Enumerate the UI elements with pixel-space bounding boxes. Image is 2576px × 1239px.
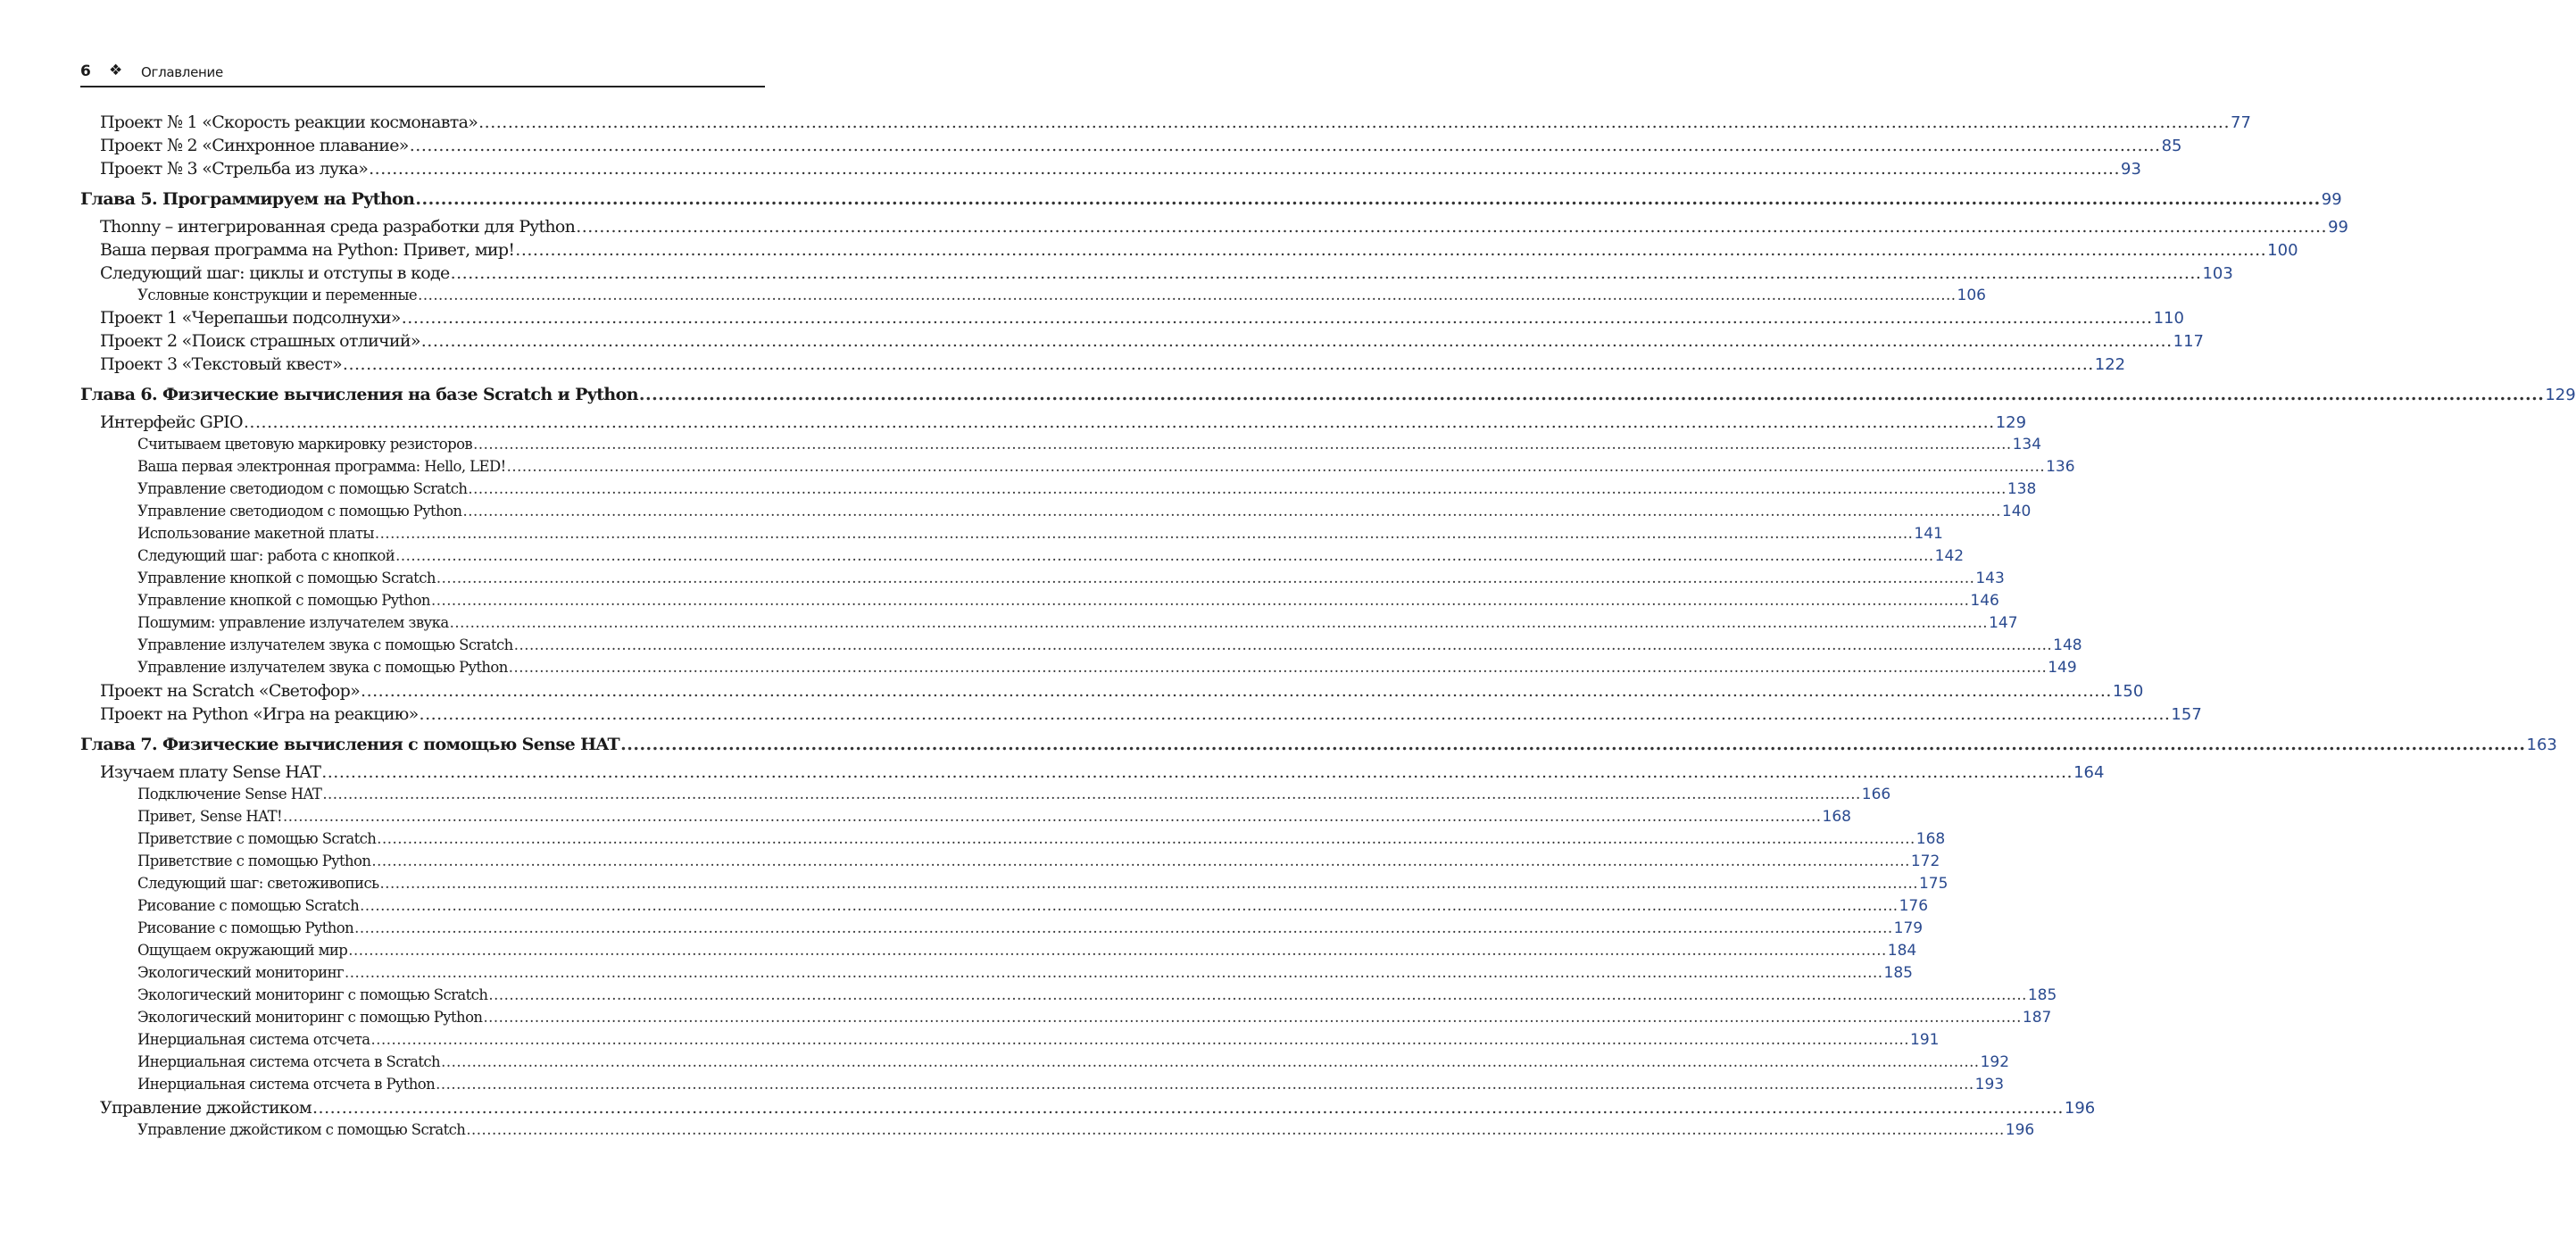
dot-leader: ............................................................................................................................................................................................................................................................................................................ (395, 547, 1934, 564)
entry-title: Проект 1 «Черепашьи подсолнухи» (100, 308, 401, 328)
section-entry[interactable] (100, 159, 2141, 179)
page-number: 6 (80, 62, 91, 80)
entry-title: Следующий шаг: работа с кнопкой (137, 547, 395, 564)
entry-title: Управление джойстиком с помощью Scratch (137, 1121, 466, 1138)
entry-title: Проект 2 «Поиск страшных отличий» (100, 331, 420, 351)
dot-leader: ............................................................................................................................................................................................................................................................................................................ (473, 436, 2012, 453)
dot-leader: ............................................................................................................................................................................................................................................................................................................ (369, 159, 2121, 179)
chapter-entry[interactable] (80, 189, 2342, 209)
dot-leader: ............................................................................................................................................................................................................................................................................................................ (508, 659, 2048, 676)
entry-page-number: 192 (1980, 1053, 2010, 1071)
entry-page-number: 99 (2328, 218, 2348, 237)
dot-leader: ............................................................................................................................................................................................................................................................................................................ (450, 263, 2202, 283)
entry-title: Экологический мониторинг (137, 964, 345, 981)
dot-leader: ............................................................................................................................................................................................................................................................................................................ (379, 875, 1918, 892)
entry-page-number: 149 (2048, 659, 2077, 677)
subsection-entry[interactable] (137, 458, 2075, 476)
entry-page-number: 142 (1934, 547, 1965, 565)
subsection-entry[interactable] (137, 852, 1940, 870)
entry-title: Проект на Python «Игра на реакцию» (100, 704, 419, 724)
dot-leader: ............................................................................................................................................................................................................................................................................................................ (321, 762, 2073, 782)
entry-title: Привет, Sense HAT! (137, 808, 283, 825)
subsection-entry[interactable] (137, 570, 2005, 587)
entry-title: Управление излучателем звука с помощью Scratch (137, 636, 513, 653)
entry-title: Проект № 3 «Стрельба из лука» (100, 159, 369, 179)
entry-title: Считываем цветовую маркировку резисторов (137, 436, 473, 453)
dot-leader: ............................................................................................................................................................................................................................................................................................................ (430, 592, 1970, 609)
subsection-entry[interactable] (137, 592, 1999, 610)
entry-page-number: 191 (1910, 1031, 1940, 1049)
entry-title: Инерциальная система отсчета в Scratch (137, 1053, 441, 1070)
dot-leader: ............................................................................................................................................................................................................................................................................................................ (436, 1076, 1974, 1093)
subsection-entry[interactable] (137, 436, 2042, 453)
entry-page-number: 164 (2073, 763, 2105, 782)
entry-page-number: 196 (2064, 1099, 2096, 1118)
entry-page-number: 140 (2001, 503, 2032, 520)
dot-leader: ............................................................................................................................................................................................................................................................................................................ (468, 480, 2007, 497)
dot-leader: ............................................................................................................................................................................................................................................................................................................ (354, 919, 1893, 936)
entry-title: Рисование с помощью Python (137, 919, 354, 936)
entry-title: Следующий шаг: светоживопись (137, 875, 379, 892)
entry-title: Следующий шаг: циклы и отступы в коде (100, 263, 450, 283)
dot-leader: ............................................................................................................................................................................................................................................................................................................ (466, 1121, 2005, 1138)
subsection-entry[interactable] (137, 986, 2057, 1004)
entry-page-number: 129 (2545, 386, 2576, 404)
dot-leader: ............................................................................................................................................................................................................................................................................................................ (483, 1009, 2022, 1026)
dot-leader: ............................................................................................................................................................................................................................................................................................................ (370, 1031, 1910, 1048)
dot-leader: ............................................................................................................................................................................................................................................................................................................ (420, 331, 2173, 351)
entry-page-number: 146 (1970, 592, 1999, 610)
entry-page-number: 85 (2161, 137, 2182, 155)
entry-page-number: 196 (2005, 1121, 2035, 1139)
entry-page-number: 141 (1914, 525, 1943, 543)
subsection-entry[interactable] (137, 547, 1965, 565)
subsection-entry[interactable] (137, 659, 2077, 677)
dot-leader: ............................................................................................................................................................................................................................................................................................................ (361, 681, 2112, 701)
entry-page-number: 143 (1975, 570, 2005, 587)
entry-page-number: 100 (2267, 241, 2298, 260)
section-entry[interactable] (100, 240, 2298, 260)
dot-leader: ............................................................................................................................................................................................................................................................................................................ (374, 525, 1914, 542)
subsection-entry[interactable] (137, 636, 2082, 654)
subsection-entry[interactable] (137, 919, 1924, 937)
entry-page-number: 99 (2321, 190, 2342, 209)
entry-page-number: 187 (2022, 1009, 2052, 1027)
dot-leader: ............................................................................................................................................................................................................................................................................................................ (506, 458, 2046, 475)
entry-title: Рисование с помощью Scratch (137, 897, 360, 914)
chapter-entry[interactable] (80, 735, 2557, 754)
entry-title: Управление светодиодом с помощью Scratch (137, 480, 468, 497)
subsection-entry[interactable] (137, 614, 2018, 632)
running-title: Оглавление (141, 64, 223, 80)
entry-title: Ощущаем окружающий мир (137, 942, 348, 959)
entry-title: Управление джойстиком (100, 1098, 312, 1118)
section-entry[interactable] (100, 331, 2204, 351)
subsection-entry[interactable] (137, 1053, 2010, 1071)
entry-page-number: 103 (2202, 264, 2233, 283)
entry-title: Ваша первая электронная программа: Hello, LED! (137, 458, 506, 475)
dot-leader: ............................................................................................................................................................................................................................................................................................................ (478, 112, 2230, 132)
entry-page-number: 185 (2027, 986, 2057, 1004)
dot-leader: ............................................................................................................................................................................................................................................................................................................ (409, 136, 2161, 155)
section-entry[interactable] (100, 1098, 2096, 1118)
subsection-entry[interactable] (137, 875, 1949, 893)
dot-leader: ............................................................................................................................................................................................................................................................................................................ (515, 240, 2267, 260)
entry-title: Проект на Scratch «Светофор» (100, 681, 361, 701)
entry-title: Глава 5. Программируем на Python (80, 189, 415, 209)
entry-title: Использование макетной платы (137, 525, 374, 542)
subsection-entry[interactable] (137, 830, 1946, 848)
entry-page-number: 179 (1893, 919, 1924, 937)
entry-page-number: 193 (1974, 1076, 2005, 1093)
dot-leader: ............................................................................................................................................................................................................................................................................................................ (322, 786, 1861, 802)
entry-page-number: 117 (2173, 332, 2204, 351)
subsection-entry[interactable] (137, 525, 1943, 543)
entry-page-number: 150 (2112, 682, 2144, 701)
entry-page-number: 168 (1822, 808, 1851, 826)
section-entry[interactable] (100, 354, 2126, 374)
entry-page-number: 93 (2121, 160, 2141, 179)
dot-leader: ............................................................................................................................................................................................................................................................................................................ (283, 808, 1822, 825)
entry-title: Ваша первая программа на Python: Привет, мир! (100, 240, 515, 260)
dot-leader: ............................................................................................................................................................................................................................................................................................................ (513, 636, 2053, 653)
dot-leader: ............................................................................................................................................................................................................................................................................................................ (345, 964, 1883, 981)
section-entry[interactable] (100, 112, 2251, 132)
entry-page-number: 136 (2046, 458, 2075, 476)
dot-leader: ............................................................................................................................................................................................................................................................................................................ (449, 614, 1989, 631)
section-entry[interactable] (100, 136, 2182, 155)
chapter-entry[interactable] (80, 385, 2576, 404)
subsection-entry[interactable] (137, 1031, 1940, 1049)
dot-leader: ............................................................................................................................................................................................................................................................................................................ (401, 308, 2153, 328)
entry-page-number: 122 (2094, 355, 2126, 374)
entry-title: Экологический мониторинг с помощью Scratch (137, 986, 488, 1003)
subsection-entry[interactable] (137, 964, 1913, 982)
entry-title: Управление кнопкой с помощью Scratch (137, 570, 436, 586)
dot-leader: ............................................................................................................................................................................................................................................................................................................ (348, 942, 1887, 959)
dot-leader: ............................................................................................................................................................................................................................................................................................................ (638, 385, 2545, 404)
entry-page-number: 176 (1899, 897, 1929, 915)
entry-page-number: 138 (2007, 480, 2037, 498)
dot-leader: ............................................................................................................................................................................................................................................................................................................ (377, 830, 1915, 847)
entry-title: Инерциальная система отсчета (137, 1031, 370, 1048)
dot-leader: ............................................................................................................................................................................................................................................................................................................ (342, 354, 2094, 374)
dot-leader: ............................................................................................................................................................................................................................................................................................................ (243, 412, 1995, 432)
subsection-entry[interactable] (137, 287, 1986, 304)
entry-page-number: 77 (2231, 113, 2251, 132)
dot-leader: ............................................................................................................................................................................................................................................................................................................ (488, 986, 2027, 1003)
subsection-entry[interactable] (137, 480, 2037, 498)
entry-page-number: 184 (1887, 942, 1917, 960)
entry-page-number: 172 (1910, 852, 1940, 870)
dot-leader: ............................................................................................................................................................................................................................................................................................................ (462, 503, 2001, 520)
dot-leader: ............................................................................................................................................................................................................................................................................................................ (419, 704, 2171, 724)
dot-leader: ............................................................................................................................................................................................................................................................................................................ (441, 1053, 1980, 1070)
entry-title: Проект № 1 «Скорость реакции космонавта» (100, 112, 478, 132)
entry-title: Глава 6. Физические вычисления на базе Scratch и Python (80, 385, 638, 404)
entry-title: Экологический мониторинг с помощью Python (137, 1009, 483, 1026)
section-entry[interactable] (100, 412, 2027, 432)
section-entry[interactable] (100, 308, 2184, 328)
entry-page-number: 166 (1861, 786, 1891, 803)
entry-page-number: 175 (1918, 875, 1949, 893)
entry-title: Проект 3 «Текстовый квест» (100, 354, 342, 374)
entry-title: Интерфейс GPIO (100, 412, 243, 432)
subsection-entry[interactable] (137, 786, 1891, 803)
entry-title: Инерциальная система отсчета в Python (137, 1076, 436, 1093)
section-entry[interactable] (100, 263, 2233, 283)
entry-page-number: 106 (1957, 287, 1986, 304)
entry-title: Управление кнопкой с помощью Python (137, 592, 430, 609)
dot-leader: ............................................................................................................................................................................................................................................................................................................ (371, 852, 1910, 869)
dot-leader: ............................................................................................................................................................................................................................................................................................................ (620, 735, 2526, 754)
dot-leader: ............................................................................................................................................................................................................................................................................................................ (418, 287, 1957, 304)
entry-page-number: 157 (2171, 705, 2202, 724)
subsection-entry[interactable] (137, 897, 1929, 915)
entry-page-number: 168 (1915, 830, 1946, 848)
entry-title: Подключение Sense HAT (137, 786, 322, 802)
dot-leader: ............................................................................................................................................................................................................................................................................................................ (576, 217, 2328, 237)
entry-title: Условные конструкции и переменные (137, 287, 418, 304)
section-entry[interactable] (100, 704, 2202, 724)
section-entry[interactable] (100, 217, 2348, 237)
entry-title: Thonny – интегрированная среда разработки для Python (100, 217, 576, 237)
subsection-entry[interactable] (137, 503, 2032, 520)
section-entry[interactable] (100, 762, 2105, 782)
entry-title: Управление светодиодом с помощью Python (137, 503, 462, 520)
entry-page-number: 148 (2053, 636, 2082, 654)
entry-title: Управление излучателем звука с помощью Python (137, 659, 508, 676)
ornament-icon: ❖ (109, 62, 123, 79)
dot-leader: ............................................................................................................................................................................................................................................................................................................ (415, 189, 2321, 209)
dot-leader: ............................................................................................................................................................................................................................................................................................................ (312, 1098, 2064, 1118)
entry-title: Приветствие с помощью Scratch (137, 830, 377, 847)
entry-page-number: 134 (2012, 436, 2042, 453)
subsection-entry[interactable] (137, 1121, 2035, 1139)
entry-title: Изучаем плату Sense HAT (100, 762, 321, 782)
subsection-entry[interactable] (137, 1076, 2005, 1093)
section-entry[interactable] (100, 681, 2144, 701)
entry-title: Пошумим: управление излучателем звука (137, 614, 449, 631)
dot-leader: ............................................................................................................................................................................................................................................................................................................ (436, 570, 1975, 586)
entry-page-number: 163 (2526, 736, 2557, 754)
entry-title: Приветствие с помощью Python (137, 852, 371, 869)
dot-leader: ............................................................................................................................................................................................................................................................................................................ (360, 897, 1899, 914)
entry-page-number: 147 (1989, 614, 2018, 632)
subsection-entry[interactable] (137, 808, 1851, 826)
subsection-entry[interactable] (137, 1009, 2052, 1027)
entry-page-number: 110 (2153, 309, 2184, 328)
subsection-entry[interactable] (137, 942, 1917, 960)
entry-title: Глава 7. Физические вычисления с помощью Sense HAT (80, 735, 620, 754)
entry-page-number: 129 (1995, 413, 2027, 432)
running-header (80, 62, 765, 87)
entry-page-number: 185 (1883, 964, 1913, 982)
entry-title: Проект № 2 «Синхронное плавание» (100, 136, 409, 155)
